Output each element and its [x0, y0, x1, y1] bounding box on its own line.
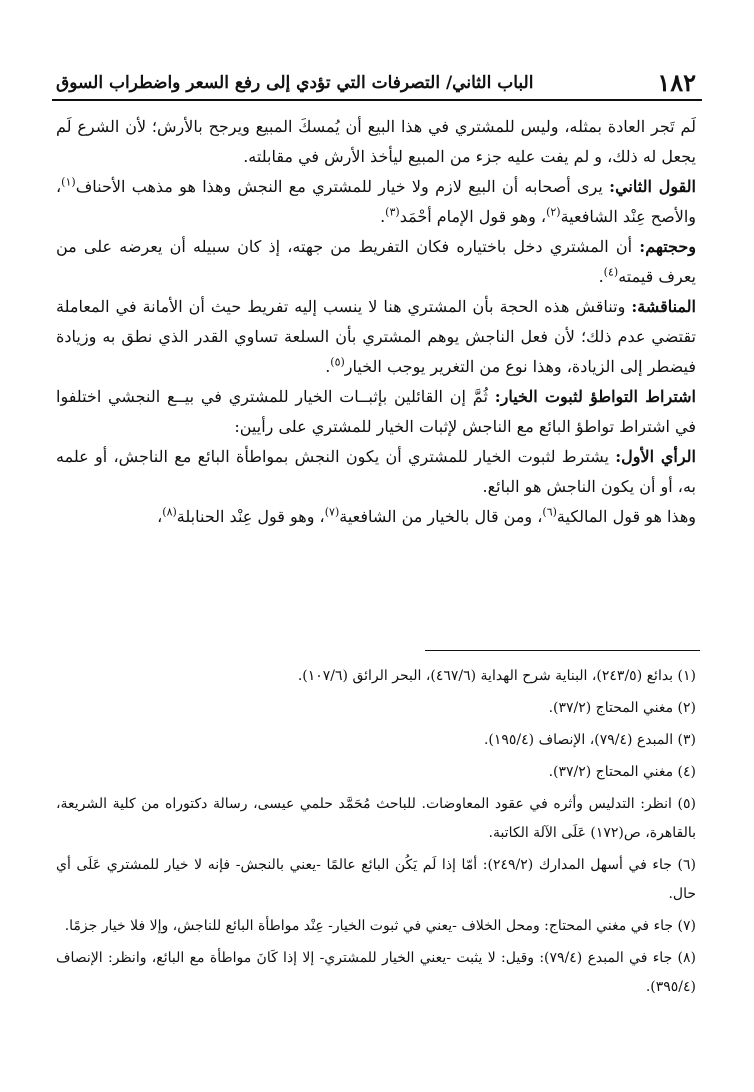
footnote-ref[interactable]: (٨)	[162, 505, 177, 519]
paragraph-schools: وهذا هو قول المالكية$^{(٦)}$، ومن قال بالخيار من الشافعية$^{(٧)}$، وهو قول عِنْد الحنابلة$^{(٨)}$،	[157, 505, 696, 526]
paragraph-argument: وحجتهم: أن المشتري دخل باختياره فكان التفريط من جهته، إذ كان سبيله أن يعرضه على من يعرف قيمته$^{(٤)}$.	[56, 237, 696, 286]
footnote-ref[interactable]: (٥)	[330, 355, 345, 369]
paragraph-label: اشتراط التواطؤ لثبوت الخيار:	[494, 387, 696, 406]
footnote-item: (٣) المبدع (٧٩/٤)، الإنصاف (١٩٥/٤).	[483, 732, 696, 748]
footnote-item: (٤) مغني المحتاج (٣٧/٢).	[548, 764, 696, 780]
footnote-item: (٦) جاء في أسهل المدارك (٢٤٩/٢): أمّا إذا لَم يَكُن البائع عالمًا -يعني بالنجش- فإنه لا خيار للمشتري عَلَى أي حال.	[56, 857, 696, 902]
page-number: ١٨٢	[657, 68, 696, 97]
paragraph-label: الرأي الأول:	[615, 447, 696, 466]
footnote-item: (٧) جاء في مغني المحتاج: ومحل الخلاف -يعني في ثبوت الخيار- عِنْد مواطأة البائع للناجش، وإلا فلا خيار جزمًا.	[64, 918, 696, 934]
footnote-item: (٥) انظر: التدليس وأثره في عقود المعاوضات. للباحث مُحَمَّد حلمي عيسى، رسالة دكتوراه من كلية الشريعة، بالقاهرة، ص(١٧٢) عَلَى الآلة الكاتبة.	[56, 796, 696, 841]
footnote-ref[interactable]: (١)	[61, 175, 76, 189]
paragraph-label: القول الثاني:	[609, 177, 696, 196]
footnote-item: (٢) مغني المحتاج (٣٧/٢).	[548, 700, 696, 716]
paragraph-discussion: المناقشة: وتناقش هذه الحجة بأن المشتري هنا لا ينسب إليه تفريط حيث أن الأمانة في المعاملة تقتضي عدم ذلك؛ لأن فعل الناجش يوهم المشتري بأن السلعة تساوي القدر الذي نطق به وزيادة فيضطر إلى الزيادة، وهذا نوع من التغرير يوجب الخيار$^{(٥)}$.	[56, 297, 696, 376]
footnote-ref[interactable]: (٤)	[603, 265, 619, 279]
paragraph-label: المناقشة:	[631, 297, 696, 316]
footnote-item: (١) بدائع (٢٤٣/٥)، البناية شرح الهداية (٤٦٧/٦)، البحر الرائق (١٠٧/٦).	[297, 668, 696, 684]
paragraph-collusion-condition: اشتراط التواطؤ لثبوت الخيار: ثُمَّ إن القائلين بإثبــات الخيار للمشتري في بيــع النجشي اختلفوا في اشتراط تواطؤ البائع مع الناجش لإثبات الخيار للمشتري على رأيين:	[56, 387, 696, 436]
footnote-ref[interactable]: (٢)	[546, 205, 561, 219]
page-header	[56, 62, 696, 98]
footnote-ref[interactable]: (٣)	[385, 205, 400, 219]
paragraph-label: وحجتهم:	[639, 237, 696, 256]
footnote-ref[interactable]: (٧)	[324, 505, 340, 519]
paragraph-second-opinion: القول الثاني: يرى أصحابه أن البيع لازم ولا خيار للمشتري مع النجش وهذا هو مذهب الأحناف$^{(١)}$، والأصح عِنْد الشافعية$^{(٢)}$، وهو قول الإمام أحْمَد$^{(٣)}$.	[56, 175, 696, 226]
paragraph-continuation: لَم تَجر العادة بمثله، وليس للمشتري في هذا البيع أن يُمسكَ المبيع ويرجح بالأرش؛ لأن الشرع لَم يجعل له ذلك، و لم يفت عليه جزء من المبيع ليأخذ الأرش في مقابلته.	[56, 117, 696, 166]
running-title: الباب الثاني/ التصرفات التي تؤدي إلى رفع السعر واضطراب السوق	[56, 73, 534, 93]
footnote-ref[interactable]: (٦)	[542, 505, 557, 519]
main-text	[56, 112, 696, 532]
paragraph-first-view: الرأي الأول: يشترط لثبوت الخيار للمشتري أن يكون النجش بمواطأة البائع مع الناجش، أو علمه به، أو أن يكون الناجش هو البائع.	[56, 447, 696, 496]
footnote-separator	[425, 650, 700, 651]
footnotes	[56, 662, 696, 1005]
header-rule	[52, 99, 702, 101]
footnote-item: (٨) جاء في المبدع (٧٩/٤): وقيل: لا يثبت -يعني الخيار للمشتري- إلا إذا كَانَ مواطأة مع البائع، وانظر: الإنصاف (٣٩٥/٤).	[56, 950, 696, 995]
